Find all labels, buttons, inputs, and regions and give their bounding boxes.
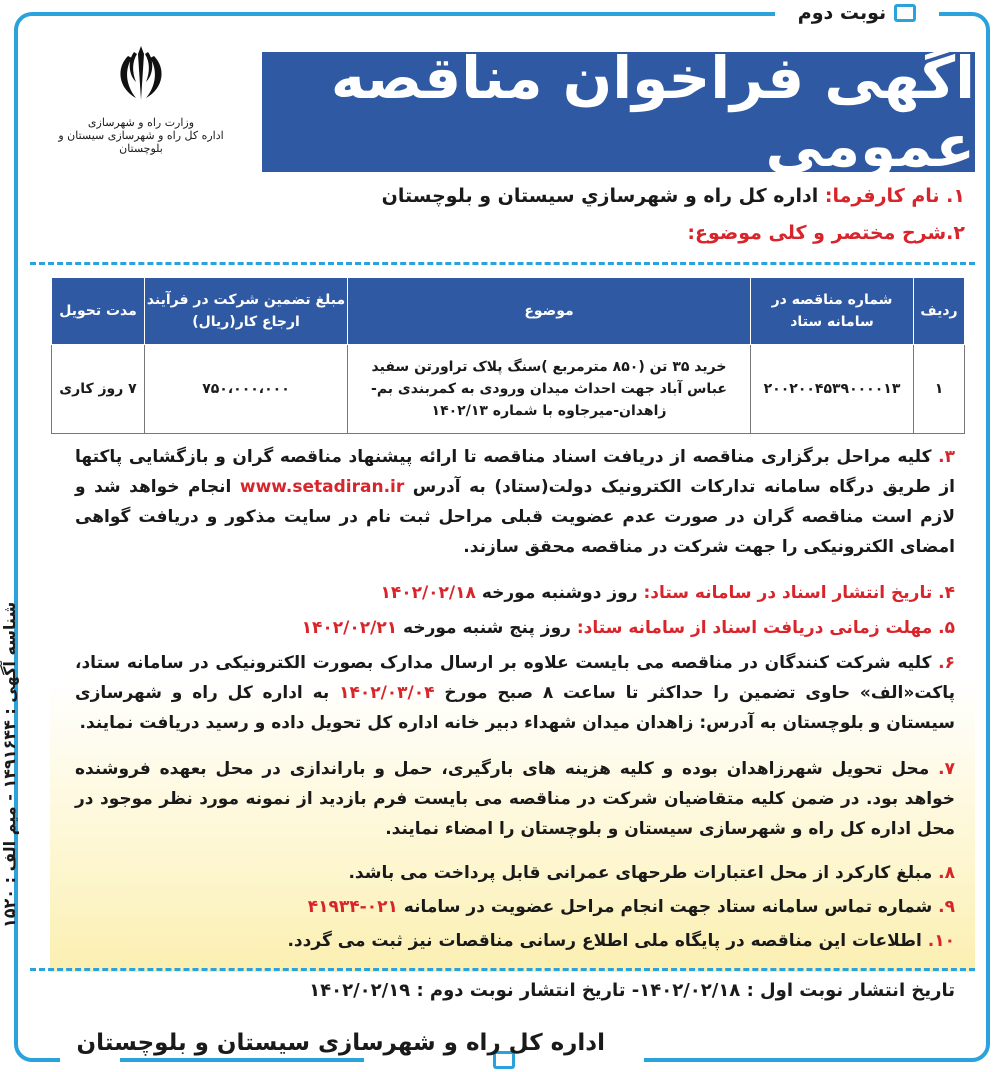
item-number: ۷. xyxy=(938,759,955,779)
item-number: ۹. xyxy=(938,897,955,917)
item-6 xyxy=(75,648,955,738)
item-text: روز دوشنبه مورخه xyxy=(481,583,638,603)
item-5 xyxy=(75,613,955,643)
item-3 xyxy=(75,442,955,562)
round-tab xyxy=(775,0,939,26)
logo-line2: اداره کل راه و شهرسازی سیستان و بلوچستان xyxy=(58,129,224,155)
ad-id: شناسه آگهی : ۱۴۹۱۶۴۴ - میم الف : ۱۵۲۰ xyxy=(0,601,19,929)
item-text: کلیه شرکت کنندگان در مناقصه می بایست علاوه بر ارسال مدارک بصورت الکترونیکی در سامانه ستاد، پاکت«الف» حاوی تضمین را حداکثر تا ساعت ۸ صبح مورخ xyxy=(75,653,955,703)
round-label: نوبت دوم xyxy=(797,2,887,24)
tender-table xyxy=(51,277,965,434)
header-cell: شماره مناقصه در سامانه ستاد xyxy=(751,278,914,345)
logo-line1: وزارت راه و شهرسازی xyxy=(87,116,195,129)
item-label: ۴. تاریخ انتشار اسناد در سامانه ستاد: xyxy=(643,583,955,603)
publish-dates: تاریخ انتشار نوبت اول : ۱۴۰۲/۰۲/۱۸- تاریخ انتشار نوبت دوم : ۱۴۰۲/۰۲/۱۹ xyxy=(309,980,955,1001)
page-title: آگهی فراخوان مناقصه عمومی xyxy=(330,44,975,180)
item-8 xyxy=(75,858,955,888)
item-text: محل تحویل شهرزاهدان بوده و کلیه هزینه های بارگیری، حمل و باراندازی در محل بعهده فروشنده خواهد بود. در ضمن کلیه متقاضیان شرکت در مناقصه می بایست فرم بازدید از نمونه مورد نظر موجود در محل اداره کل راه و شهرسازی سیستان و بلوچستان را امضاء نمایند. xyxy=(75,759,955,839)
item-text: اطلاعات این مناقصه در پایگاه ملی اطلاع رسانی مناقصات نیز ثبت می گردد. xyxy=(287,931,922,951)
item-4 xyxy=(75,578,955,608)
item-text: به اداره کل راه و شهرسازی سیستان و بلوچستان به آدرس: زاهدان میدان شهداء دبیر خانه اداره کل تحویل داده و رسید دریافت نمایند. xyxy=(75,683,955,733)
table-header xyxy=(52,278,965,345)
item-text: شماره تماس سامانه ستاد جهت انجام مراحل عضویت در سامانه xyxy=(403,897,933,917)
item-9 xyxy=(75,892,955,922)
item-number: ۸. xyxy=(938,863,955,883)
footer-org: اداره کل راه و شهرسازی سیستان و بلوچستان xyxy=(76,1030,605,1056)
notch-icon xyxy=(894,4,916,22)
divider xyxy=(30,262,975,265)
client-value: اداره کل راه و شهرسازي سيستان و بلوچستان xyxy=(381,185,819,207)
item-date: ۱۴۰۲/۰۲/۲۱ xyxy=(301,618,398,638)
client-line xyxy=(382,185,965,207)
item-date: ۱۴۰۲/۰۲/۱۸ xyxy=(380,583,476,603)
setad-link[interactable]: www.setadiran.ir xyxy=(239,477,405,497)
item-10 xyxy=(75,926,955,956)
table-cell: ۷۵۰،۰۰۰،۰۰۰ xyxy=(145,345,348,434)
table-cell: ۲۰۰۲۰۰۴۵۳۹۰۰۰۰۱۳ xyxy=(751,345,914,434)
client-label: ۱. نام کارفرما: xyxy=(824,185,965,207)
header-cell: مدت تحویل xyxy=(52,278,145,345)
header-cell: ردیف xyxy=(914,278,965,345)
table-row xyxy=(52,345,965,434)
table-cell: خرید ۳۵ تن (۸۵۰ مترمربع )سنگ پلاک تراورتن سفید عباس آباد جهت احداث میدان ورودی به کمربندی بم-زاهدان-میرجاوه با شماره ۱۴۰۲/۱۳ xyxy=(348,345,751,434)
header-cell: موضوع xyxy=(348,278,751,345)
item-label: ۵. مهلت زمانی دریافت اسناد از سامانه ستاد: xyxy=(576,618,955,638)
item-number: ۶. xyxy=(938,653,955,673)
table-cell: ۱ xyxy=(914,345,965,434)
item-number: ۳. xyxy=(938,447,956,467)
subject-label: ۲.شرح مختصر و کلی موضوع: xyxy=(687,222,965,244)
emblem-icon xyxy=(106,40,176,110)
phone-number: ۰۲۱-۴۱۹۳۴ xyxy=(307,897,398,917)
header-cell: مبلغ تضمین شرکت در فرآیند ارجاع کار(ریال) xyxy=(145,278,348,345)
item-text: روز پنج شنبه مورخه xyxy=(403,618,571,638)
item-text: مبلغ کارکرد از محل اعتبارات طرحهای عمرانی قابل پرداخت می باشد. xyxy=(348,863,933,883)
item-number: ۱۰. xyxy=(927,931,955,951)
item-text: کلیه مراحل برگزاری مناقصه از دریافت اسناد مناقصه تا ارائه پیشنهاد مناقصه گران و بازگشایی پاکتها از طریق درگاه سامانه تدارکات الکترونیک دولت(ستاد) به آدرس xyxy=(75,447,955,497)
item-date: ۱۴۰۲/۰۳/۰۴ xyxy=(339,683,435,703)
table-cell: ۷ روز کاری xyxy=(52,345,145,434)
title-banner xyxy=(262,44,975,180)
divider xyxy=(30,968,975,971)
ministry-logo xyxy=(46,40,236,180)
item-7 xyxy=(75,754,955,844)
item-text: انجام خواهد شد و لازم است مناقصه گران در صورت عدم عضویت قبلی مراحل ثبت نام در سایت مذکور و دریافت گواهی امضای الکترونیکی را جهت شرکت در مناقصه محقق سازند. xyxy=(75,477,955,557)
